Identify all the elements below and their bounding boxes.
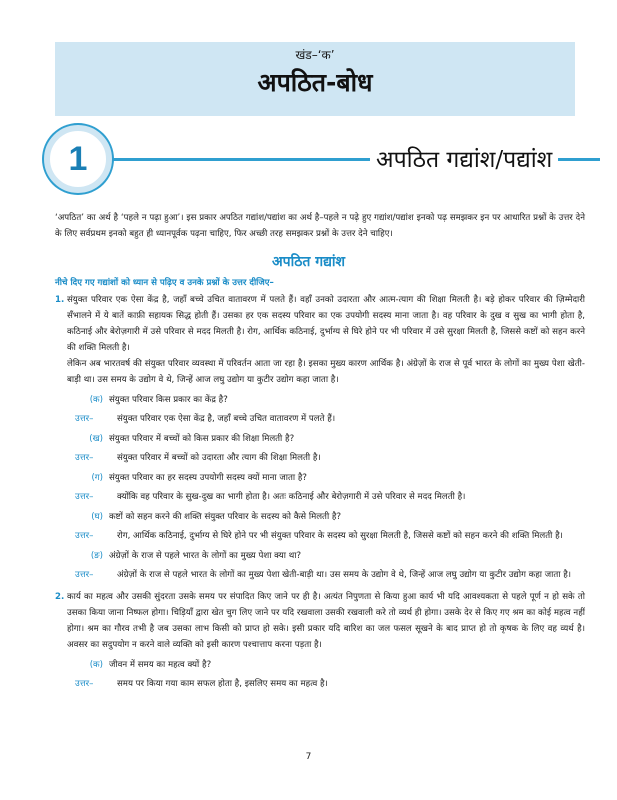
question-label: (क) — [89, 395, 103, 405]
page-number: 7 — [305, 752, 312, 762]
answer — [75, 450, 585, 466]
question-text: संयुक्त परिवार में बच्चों को किस प्रकार की शिक्षा मिलती है? — [109, 434, 295, 444]
subheading: अपठित गद्यांश — [271, 254, 346, 270]
chapter-number-badge — [44, 125, 112, 193]
question-text: संयुक्त परिवार किस प्रकार का केंद्र है? — [109, 395, 228, 405]
answer-text: संयुक्त परिवार एक ऐसा केंद्र है, जहाँ बच्चे उचित वातावरण में पलते हैं। — [117, 414, 336, 424]
passages — [55, 292, 585, 692]
question-label: (ख) — [89, 434, 103, 444]
answer — [75, 411, 585, 427]
instruction: नीचे दिए गए गद्यांशों को ध्यान से पढ़िए व उनके प्रश्नों के उत्तर दीजिए– — [55, 278, 274, 288]
answer — [75, 528, 585, 544]
answer — [75, 567, 585, 583]
question — [83, 509, 585, 525]
passage-2 — [55, 589, 585, 653]
question — [83, 657, 585, 673]
passage-2-questions — [55, 657, 585, 692]
question-label: (घ) — [91, 512, 103, 522]
answer-label: उत्तर– — [75, 531, 94, 541]
question-text: कष्टों को सहन करने की शक्ति संयुक्त परिवार के सदस्य को कैसे मिलती है? — [109, 512, 342, 522]
question-label: (क) — [89, 660, 103, 670]
answer-text: संयुक्त परिवार में बच्चों को उदारता और त्याग की शिक्षा मिलती है। — [117, 453, 321, 463]
question-text: जीवन में समय का महत्व क्यों है? — [109, 660, 212, 670]
question-label: (ङ) — [90, 551, 103, 561]
section-label: खंड–‘क’ — [295, 48, 335, 62]
answer-text: समय पर किया गया काम सफल होता है, इसलिए समय का महत्व है। — [117, 679, 328, 689]
answer-text: रोग, आर्थिक कठिनाई, दुर्भाग्य से घिरे होने पर भी संयुक्त परिवार के सदस्य को सुरक्षा मिलती है, जिससे कष्टों को सहन करने की शक्ति मिलती है। — [117, 531, 563, 541]
passage-text: संयुक्त परिवार एक ऐसा केंद्र है, जहाँ बच्चे उचित वातावरण में पलते हैं। वहाँ उनको उदारता और आत्म-त्याग की शिक्षा मिलती है। बड़े होकर परिवार की ज़िम्मेदारी सँभालने में ये बातें काफ़ी सहायक सिद्ध होती हैं। उसका हर एक सदस्य परिवार का एक उपयोगी सदस्य माना जाता है। वह परिवार के दुख व सुख का भागी होता है, कठिनाई और बेरोज़गारी में उसे परिवार से मदद मिलती है। रोग, आर्थिक कठिनाई, दुर्भाग्य से घिरे होने पर भी परिवार में उसे सुरक्षा मिलती है, जिससे कष्टों को सहन करने की शक्ति मिलती है। — [67, 295, 585, 353]
answer-label: उत्तर– — [75, 492, 94, 502]
question-label: (ग) — [91, 473, 103, 483]
passage-text-continued: लेकिन अब भारतवर्ष की संयुक्त परिवार व्यवस्था में परिवर्तन आता जा रहा है। इसका मुख्य कारण आर्थिक है। अंग्रेज़ों के राज से पूर्व भारत के लोगों का मुख्य पेशा खेती-बाड़ी था। उस समय के उद्योग वे थे, जिन्हें आज लघु उद्योग या कुटीर उद्योग कहा जाता है। — [67, 359, 585, 385]
passage-number: 2. — [55, 592, 65, 602]
section-banner — [55, 42, 575, 116]
answer — [75, 489, 585, 505]
question — [83, 392, 585, 408]
answer — [75, 676, 585, 692]
question — [83, 431, 585, 447]
question — [83, 548, 585, 564]
question-text: अंग्रेज़ों के राज से पहले भारत के लोगों का मुख्य पेशा क्या था? — [109, 551, 302, 561]
answer-label: उत्तर– — [75, 679, 94, 689]
passage-1-questions — [55, 392, 585, 583]
answer-text: अंग्रेज़ों के राज से पहले भारत के लोगों का मुख्य पेशा खेती-बाड़ी था। उस समय के उद्योग वे थे, जिन्हें आज लघु उद्योग या कुटीर उद्योग कहा जाता है। — [117, 570, 572, 580]
passage-number: 1. — [55, 295, 65, 305]
section-heading: अपठित-बोध — [257, 68, 373, 97]
answer-label: उत्तर– — [75, 570, 94, 580]
question — [83, 470, 585, 486]
passage-1 — [55, 292, 585, 356]
answer-label: उत्तर– — [75, 414, 94, 424]
passage-text: कार्य का महत्व और उसकी सुंदरता उसके समय पर संपादित किए जाने पर ही है। अत्यंत निपुणता से किया हुआ कार्य भी यदि आवश्यकता से पहले पूर्ण न हो सके तो उसका किया जाना निष्फल होगा। चिड़ियाँ द्वारा खेत चुग लिए जाने पर यदि रखवाला उसकी रखवाली करे तो व्यर्थ ही होगा। उसके देर से किए गए श्रम का कोई महत्व नहीं होगा। श्रम का गौरव तभी है जब उसका लाभ किसी को प्राप्त हो सके। इसी प्रकार यदि बारिश का जल फसल सूखने के बाद प्राप्त हो तो कृषक के लिए वह व्यर्थ है। अवसर का सदुपयोग न करने वाले व्यक्ति को इसी कारण पश्चात्ताप करना पड़ता है। — [67, 592, 585, 650]
answer-label: उत्तर– — [75, 453, 94, 463]
chapter-title: अपठित गद्यांश/पद्यांश — [370, 142, 558, 174]
answer-text: क्योंकि वह परिवार के सुख-दुख का भागी होता है। अतः कठिनाई और बेरोज़गारी में उसे परिवार से मदद मिलती है। — [117, 492, 466, 502]
chapter-header — [0, 120, 617, 200]
chapter-number: 1 — [68, 139, 88, 178]
intro-paragraph: ‘अपठित’ का अर्थ है ‘पहले न पढ़ा हुआ’। इस प्रकार अपठित गद्यांश/पद्यांश का अर्थ है–पहले न पढ़े हुए गद्यांश/पद्यांश इनको पढ़ समझकर इन पर आधारित प्रश्नों के उत्तर देने के लिए सर्वप्रथम इनको बहुत ही ध्यानपूर्वक पढ़ना चाहिए, फिर अच्छी तरह समझकर प्रश्नों के उत्तर देने चाहिए। — [55, 213, 585, 239]
question-text: संयुक्त परिवार का हर सदस्य उपयोगी सदस्य क्यों माना जाता है? — [109, 473, 307, 483]
